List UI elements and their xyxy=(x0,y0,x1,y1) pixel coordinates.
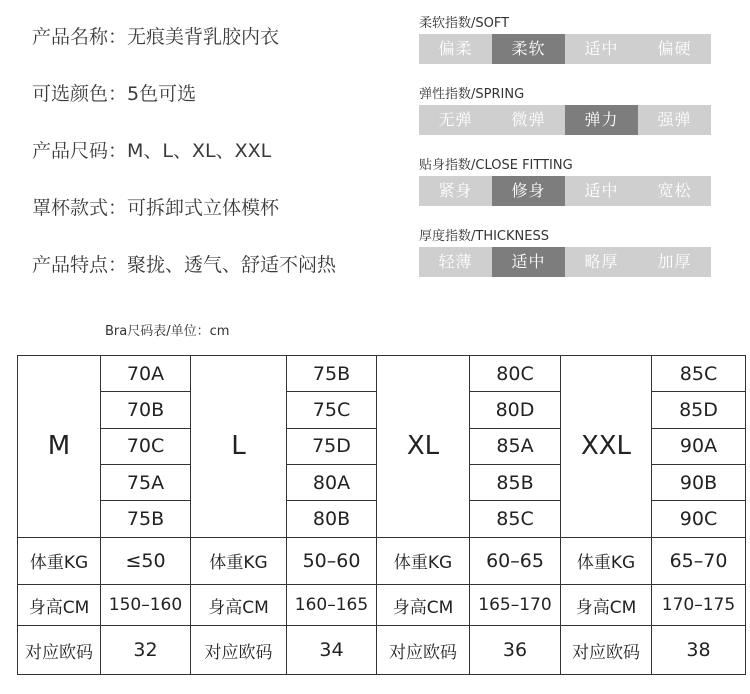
cup-cell: 80A xyxy=(287,464,377,500)
value-cell: 150–160 xyxy=(101,585,191,626)
cup-cell: 75B xyxy=(287,356,377,392)
index-thickness xyxy=(419,227,711,298)
value-cell: 60–65 xyxy=(470,537,561,584)
fabric-indices xyxy=(419,14,711,298)
row-label: 体重KG xyxy=(561,537,652,584)
cup-cell: 90B xyxy=(652,464,746,500)
info-value: 5色可选 xyxy=(127,83,197,105)
value-cell: 34 xyxy=(287,626,377,675)
cup-cell: 75C xyxy=(287,392,377,428)
index-option: 偏硬 xyxy=(657,39,692,58)
value-cell: 36 xyxy=(470,626,561,675)
index-option: 略厚 xyxy=(584,252,619,271)
index-scale xyxy=(419,176,711,206)
info-row-cup-style xyxy=(32,193,412,250)
value-cell: 50–60 xyxy=(287,537,377,584)
row-label: 对应欧码 xyxy=(191,626,287,675)
cup-cell: 70C xyxy=(101,428,191,464)
cup-cell: 90A xyxy=(652,428,746,464)
product-info xyxy=(32,22,412,307)
row-label: 身高CM xyxy=(191,585,287,626)
cup-cell: 80D xyxy=(470,392,561,428)
index-option: 无弹 xyxy=(438,110,473,129)
cup-cell: 80B xyxy=(287,501,377,537)
row-label: 身高CM xyxy=(18,585,101,626)
row-label: 身高CM xyxy=(561,585,652,626)
value-cell: 160–165 xyxy=(287,585,377,626)
cup-cell: 85A xyxy=(470,428,561,464)
value-cell: ≤50 xyxy=(101,537,191,584)
value-cell: 65–70 xyxy=(652,537,746,584)
cup-cell: 70A xyxy=(101,356,191,392)
row-label: 体重KG xyxy=(191,537,287,584)
value-cell: 170–175 xyxy=(652,585,746,626)
row-label: 对应欧码 xyxy=(18,626,101,675)
index-close-fitting xyxy=(419,156,711,227)
row-label: 体重KG xyxy=(377,537,470,584)
index-option: 加厚 xyxy=(657,252,692,271)
info-row-size xyxy=(32,136,412,193)
index-option: 微弹 xyxy=(511,110,546,129)
table-row-weight xyxy=(18,537,746,584)
index-option: 修身 xyxy=(492,176,565,206)
index-option: 弹力 xyxy=(565,105,638,135)
cup-cell: 85C xyxy=(470,501,561,537)
table-row-height xyxy=(18,585,746,626)
info-row-color xyxy=(32,79,412,136)
info-key: 产品尺码： xyxy=(32,140,128,162)
index-soft xyxy=(419,14,711,85)
table-row-eu-size xyxy=(18,626,746,675)
info-key: 产品特点： xyxy=(32,254,128,276)
info-key: 可选颜色： xyxy=(32,83,128,105)
cup-cell: 90C xyxy=(652,501,746,537)
index-option: 适中 xyxy=(584,39,619,58)
index-option: 适中 xyxy=(584,181,619,200)
info-value: 可拆卸式立体模杯 xyxy=(127,197,280,219)
row-label: 对应欧码 xyxy=(377,626,470,675)
row-label: 对应欧码 xyxy=(561,626,652,675)
size-label: L xyxy=(191,356,287,538)
index-title: 厚度指数/THICKNESS xyxy=(419,229,549,244)
cup-cell: 85C xyxy=(652,356,746,392)
info-key: 罩杯款式： xyxy=(32,197,128,219)
index-option: 紧身 xyxy=(438,181,473,200)
cup-cell: 85D xyxy=(652,392,746,428)
row-label: 身高CM xyxy=(377,585,470,626)
info-value: 无痕美背乳胶内衣 xyxy=(127,26,280,48)
index-scale xyxy=(419,247,711,277)
index-option: 柔软 xyxy=(492,34,565,64)
value-cell: 38 xyxy=(652,626,746,675)
size-label: M xyxy=(18,356,101,538)
value-cell: 32 xyxy=(101,626,191,675)
value-cell: 165–170 xyxy=(470,585,561,626)
size-table xyxy=(17,355,746,675)
index-title: 弹性指数/SPRING xyxy=(419,87,525,102)
info-value: 聚拢、透气、舒适不闷热 xyxy=(127,254,337,276)
index-option: 适中 xyxy=(492,247,565,277)
info-row-name xyxy=(32,22,412,79)
cup-cell: 80C xyxy=(470,356,561,392)
info-key: 产品名称： xyxy=(32,26,128,48)
index-option: 轻薄 xyxy=(438,252,473,271)
cup-cell: 75B xyxy=(101,501,191,537)
cup-cell: 70B xyxy=(101,392,191,428)
index-title: 贴身指数/CLOSE FITTING xyxy=(419,158,573,173)
index-option: 宽松 xyxy=(657,181,692,200)
index-option: 偏柔 xyxy=(438,39,473,58)
table-caption: Bra尺码表/单位：cm xyxy=(105,324,230,339)
info-value: M、L、XL、XXL xyxy=(127,140,272,162)
index-spring xyxy=(419,85,711,156)
index-option: 强弹 xyxy=(657,110,692,129)
info-row-features xyxy=(32,250,412,307)
table-row xyxy=(18,356,746,392)
cup-cell: 75D xyxy=(287,428,377,464)
row-label: 体重KG xyxy=(18,537,101,584)
index-scale xyxy=(419,105,711,135)
index-scale xyxy=(419,34,711,64)
cup-cell: 85B xyxy=(470,464,561,500)
index-title: 柔软指数/SOFT xyxy=(419,16,510,31)
size-label: XXL xyxy=(561,356,652,538)
size-label: XL xyxy=(377,356,470,538)
cup-cell: 75A xyxy=(101,464,191,500)
